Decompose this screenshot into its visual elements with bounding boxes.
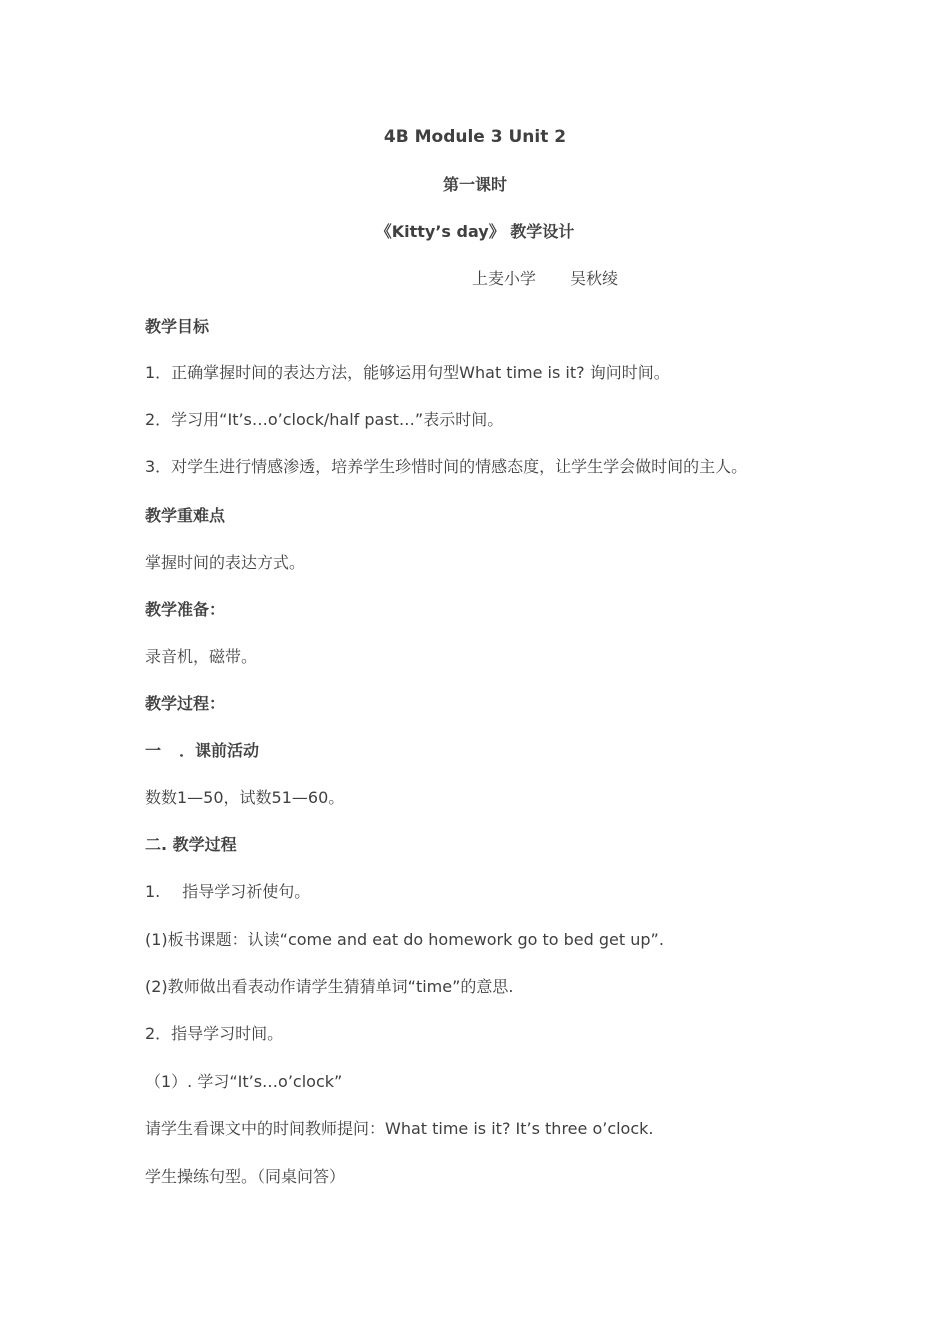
part1-heading-text: ．课前活动	[179, 741, 260, 760]
process-heading: 教学过程：	[145, 694, 226, 713]
step2-a-text: 请学生看课文中的时间教师提问：What time is it? It’s three o’clock.	[145, 1119, 654, 1138]
author-name: 吴秋绫	[570, 269, 619, 288]
part1-heading	[145, 740, 259, 762]
goal-3: 3．对学生进行情感渗透，培养学生珍惜时间的情感态度，让学生学会做时间的主人。	[145, 457, 748, 476]
prep-text: 录音机，磁带。	[145, 647, 258, 666]
step1	[145, 881, 310, 903]
prep-heading: 教学准备：	[145, 600, 226, 619]
goal-1: 1．正确掌握时间的表达方法，能够运用句型What time is it? 询问时间。	[145, 363, 670, 382]
part1-text: 数数1—50，试数51—60。	[145, 788, 345, 807]
step2: 2．指导学习时间。	[145, 1024, 284, 1043]
step1-text: 指导学习祈使句。	[182, 882, 311, 901]
goal-2: 2．学习用“It’s…o’clock/half past…”表示时间。	[145, 410, 504, 429]
step1-number: 1.	[145, 882, 161, 901]
goals-heading: 教学目标	[145, 317, 210, 336]
author-line	[472, 268, 618, 290]
step2-a: （1）. 学习“It’s…o’clock”	[145, 1072, 343, 1091]
step1-b: (2)教师做出看表动作请学生猜猜单词“time”的意思.	[145, 977, 514, 996]
key-points-text: 掌握时间的表达方式。	[145, 553, 306, 572]
document-title: 4B Module 3 Unit 2	[383, 127, 567, 147]
author-school: 上麦小学	[472, 269, 537, 288]
lesson-label: 第一课时	[442, 175, 507, 194]
step1-a: (1)板书课题：认读“come and eat do homework go to bed get up”.	[145, 930, 664, 949]
key-points-heading: 教学重难点	[145, 506, 226, 525]
step2-a-practice: 学生操练句型。（同桌问答）	[145, 1167, 346, 1186]
part1-heading-number: 一	[145, 741, 162, 760]
part2-heading: 二. 教学过程	[145, 835, 237, 854]
document-subtitle: 《Kitty’s day》 教学设计	[375, 222, 575, 241]
